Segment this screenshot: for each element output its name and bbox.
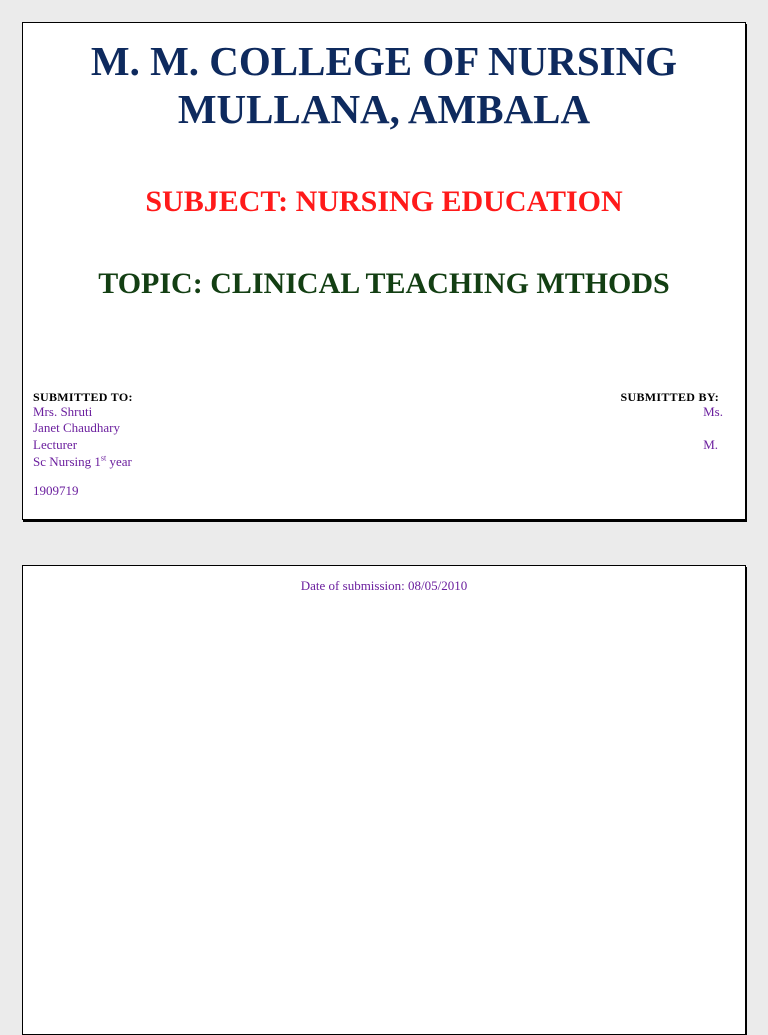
college-location: MULLANA, AMBALA (177, 86, 591, 132)
document-page-2 (22, 565, 746, 1035)
submitted-to-class (33, 454, 132, 470)
date-of-submission: Date of submission: 08/05/2010 (300, 578, 468, 593)
topic-heading: TOPIC: CLINICAL TEACHING MTHODS (98, 267, 670, 300)
submitted-by-line1: Ms. (703, 404, 723, 419)
submitted-to-designation: Lecturer (33, 437, 78, 452)
college-name: M. M. COLLEGE OF NURSING (90, 38, 678, 84)
roll-number: 1909719 (33, 483, 79, 498)
submitted-to-label: SUBMITTED TO: (33, 390, 133, 404)
subject-heading: SUBJECT: NURSING EDUCATION (145, 185, 623, 218)
class-prefix: Sc Nursing 1 (33, 454, 101, 469)
submitted-to-name-line1: Mrs. Shruti (33, 404, 93, 419)
submitted-by-label: SUBMITTED BY: (620, 390, 719, 404)
document-page-1 (22, 22, 746, 520)
college-title (23, 37, 745, 133)
submitted-to-name-line2: Janet Chaudhary (33, 420, 121, 435)
submitted-by-line2: M. (703, 437, 718, 452)
class-superscript: st (100, 453, 107, 463)
class-suffix: year (106, 454, 132, 469)
